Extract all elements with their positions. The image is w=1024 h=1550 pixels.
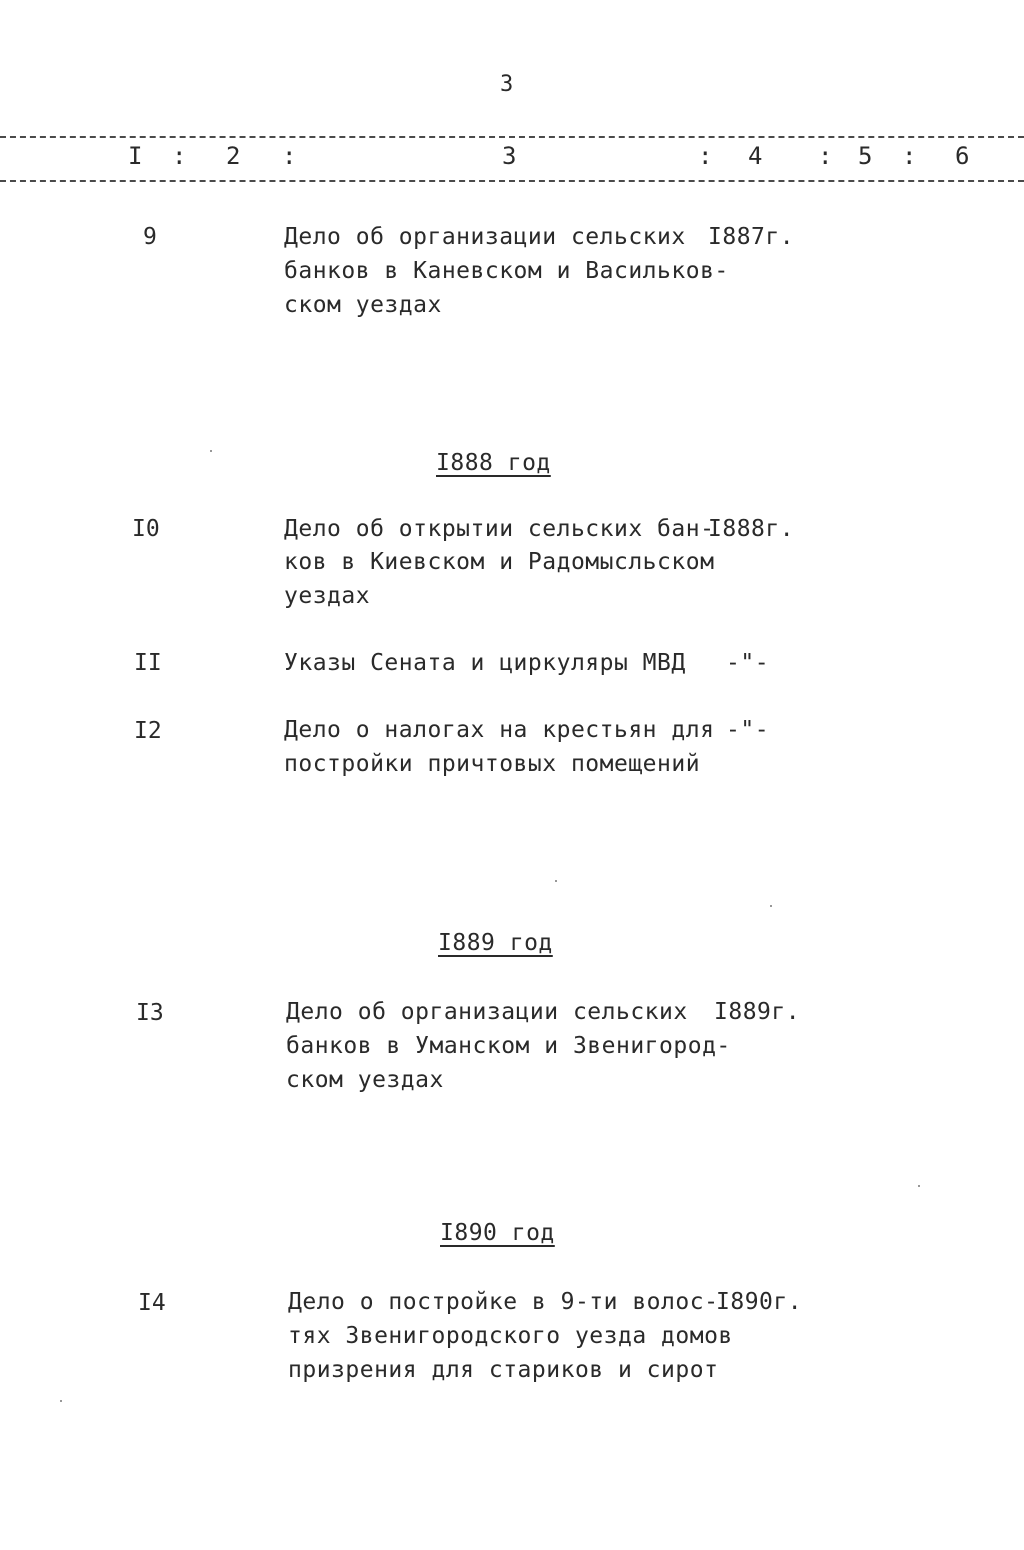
column-separator: : <box>818 142 833 170</box>
entry-number: 9 <box>143 224 157 250</box>
column-header-1: I <box>128 142 143 170</box>
column-separator: : <box>282 142 297 170</box>
entry-title-line: ском уездах <box>286 1067 444 1093</box>
entry-number: II <box>134 650 162 676</box>
entry-title-line: ков в Киевском и Радомысльском <box>284 549 715 575</box>
entry-title-line: уездах <box>284 583 371 609</box>
entry-title-line: Дело об открытии сельских бан- <box>284 516 715 542</box>
header-top-rule <box>0 136 1024 138</box>
column-header-3: 3 <box>502 142 517 170</box>
entry-title-line: Дело об организации сельских <box>284 224 686 250</box>
entry-title-line: банков в Уманском и Звенигород- <box>286 1033 731 1059</box>
header-bottom-rule <box>0 180 1024 182</box>
entry-title-line: Дело о постройке в 9-ти волос- <box>288 1289 719 1315</box>
entry-title-line: банков в Каневском и Васильков- <box>284 258 729 284</box>
page-number: 3 <box>500 72 514 97</box>
scan-speck <box>555 880 557 882</box>
year-heading: I888 год <box>436 450 551 476</box>
entry-date: -"- <box>726 650 770 676</box>
entry-date: I888г. <box>708 516 795 542</box>
column-header-5: 5 <box>858 142 873 170</box>
entry-date: I887г. <box>708 224 795 250</box>
entry-title-line: Указы Сената и циркуляры МВД <box>284 650 686 676</box>
entry-title-line: постройки причтовых помещений <box>284 751 701 777</box>
entry-title-line: ском уездах <box>284 292 442 318</box>
entry-title-line: Дело о налогах на крестьян для <box>284 717 715 743</box>
entry-date: I889г. <box>714 999 801 1025</box>
scan-speck <box>60 1400 62 1402</box>
entry-date: I890г. <box>716 1289 803 1315</box>
column-header-6: 6 <box>955 142 970 170</box>
column-header-2: 2 <box>226 142 241 170</box>
entry-date: -"- <box>726 717 770 743</box>
column-header-4: 4 <box>748 142 763 170</box>
entry-title-line: тях Звенигородского уезда домов <box>288 1323 733 1349</box>
column-separator: : <box>172 142 187 170</box>
scan-speck <box>770 905 772 907</box>
entry-title-line: призрения для стариков и сирот <box>288 1357 719 1383</box>
entry-title-line: Дело об организации сельских <box>286 999 688 1025</box>
year-heading: I890 год <box>440 1220 555 1246</box>
column-separator: : <box>698 142 713 170</box>
scan-speck <box>918 1185 920 1187</box>
entry-number: I3 <box>136 1000 164 1026</box>
entry-number: I4 <box>138 1290 166 1316</box>
scan-speck <box>210 450 212 452</box>
column-separator: : <box>902 142 917 170</box>
year-heading: I889 год <box>438 930 553 956</box>
entry-number: I2 <box>134 718 162 744</box>
entry-number: I0 <box>132 516 160 542</box>
